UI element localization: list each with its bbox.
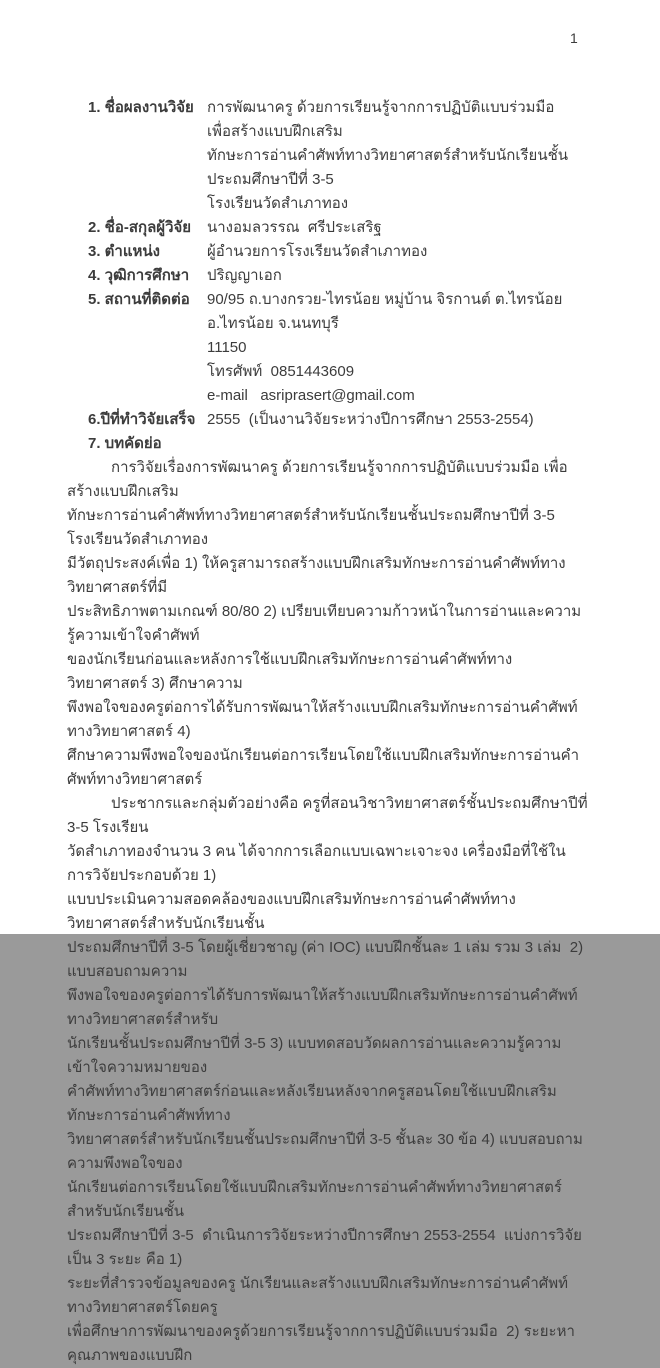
field-value-line: ผู้อำนวยการโรงเรียนวัดสำเภาทอง [207,243,428,260]
abstract-paragraph [67,792,592,1368]
paragraph-line: วิทยาศาสตร์สำหรับนักเรียนชั้นประถมศึกษาปีที่ 3-5 ชั้นละ 30 ข้อ 4) แบบสอบถามความพึงพอใจของ [67,1131,583,1172]
field-value-line: โรงเรียนวัดสำเภาทอง [207,195,349,212]
paragraph-line: พึงพอใจของครูต่อการได้รับการพัฒนาให้สร้างแบบฝึกเสริมทักษะการอ่านคำศัพท์ทางวิทยาศาสตร์ 4) [67,699,578,740]
paragraph-line: มีวัตถุประสงค์เพื่อ 1) ให้ครูสามารถสร้างแบบฝึกเสริมทักษะการอ่านคำศัพท์ทางวิทยาศาสตร์ที่มี [67,555,566,596]
paragraph-line: คำศัพท์ทางวิทยาศาสตร์ก่อนและหลังเรียนหลังจากครูสอนโดยใช้แบบฝึกเสริมทักษะการอ่านคำศัพท์ทาง [67,1083,557,1124]
field-value [207,216,582,240]
paragraph-line: ระยะที่สำรวจข้อมูลของครู นักเรียนและสร้างแบบฝึกเสริมทักษะการอ่านคำศัพท์ทางวิทยาศาสตร์โดยครู [67,1275,569,1316]
field-value [207,240,582,264]
field-value-line: ทักษะการอ่านคำศัพท์ทางวิทยาศาสตร์สำหรับนักเรียนชั้นประถมศึกษาปีที่ 3-5 [207,147,569,188]
paragraph-line: ประถมศึกษาปีที่ 3-5 ดำเนินการวิจัยระหว่างปีการศึกษา 2553-2554 แบ่งการวิจัยเป็น 3 ระยะ คือ 1) [67,1227,582,1268]
paragraph-line: วัดสำเภาทองจำนวน 3 คน ได้จากการเลือกแบบเฉพาะเจาะจง เครื่องมือที่ใช้ในการวิจัยประกอบด้วย 1) [67,843,566,884]
paragraph-line: แบบประเมินความสอดคล้องของแบบฝึกเสริมทักษะการอ่านคำศัพท์ทางวิทยาศาสตร์สำหรับนักเรียนชั้น [67,891,516,932]
page-number: 1 [570,30,578,46]
paragraph-line: ประสิทธิภาพตามเกณฑ์ 80/80 2) เปรียบเทียบความก้าวหน้าในการอ่านและความรู้ความเข้าใจคำศัพท์ [67,603,582,644]
field-label: 1. ชื่อผลงานวิจัย [88,99,194,116]
page-content [0,96,660,1368]
paragraph-line: นักเรียนต่อการเรียนโดยใช้แบบฝึกเสริมทักษะการอ่านคำศัพท์ทางวิทยาศาสตร์สำหรับนักเรียนชั้น [67,1179,562,1220]
abstract-paragraph [67,456,588,792]
field-label: 6.ปีที่ทำวิจัยเสร็จ [88,411,196,428]
paragraph-line: พึงพอใจของครูต่อการได้รับการพัฒนาให้สร้างแบบฝึกเสริมทักษะการอ่านคำศัพท์ทางวิทยาศาสตร์สำหรับ [67,987,578,1028]
field-label: 5. สถานที่ติดต่อ [88,291,190,308]
field-value-line: ปริญญาเอก [207,267,282,284]
field-row [88,264,582,288]
field-value [207,264,582,288]
research-info-fields [88,96,582,456]
field-value-line: 11150 [207,339,247,356]
field-label: 3. ตำแหน่ง [88,243,160,260]
field-value [207,96,582,216]
field-value-line: นางอมลวรรณ ศรีประเสริฐ [207,219,382,236]
field-value-line: 90/95 ถ.บางกรวย-ไทรน้อย หมู่บ้าน จิรกานต์ ต.ไทรน้อย อ.ไทรน้อย จ.นนทบุรี [207,291,567,332]
field-value-line: 2555 (เป็นงานวิจัยระหว่างปีการศึกษา 2553-2554) [207,411,534,428]
field-row [88,96,582,216]
field-row [88,408,582,432]
field-row [88,216,582,240]
paragraph-line: การวิจัยเรื่องการพัฒนาครู ด้วยการเรียนรู้จากการปฏิบัติแบบร่วมมือ เพื่อสร้างแบบฝึกเสริม [67,459,568,500]
field-label: 2. ชื่อ-สกุลผู้วิจัย [88,219,192,236]
field-value-line: e-mail asriprasert@gmail.com [207,387,415,404]
field-value [207,288,582,408]
field-row [88,240,582,264]
field-row [88,432,582,456]
paragraph-line: ศึกษาความพึงพอใจของนักเรียนต่อการเรียนโดยใช้แบบฝึกเสริมทักษะการอ่านคำศัพท์ทางวิทยาศาสตร์ [67,747,580,788]
field-label: 4. วุฒิการศึกษา [88,267,190,284]
field-label: 7. บทคัดย่อ [88,435,162,452]
paragraph-line: ประชากรและกลุ่มตัวอย่างคือ ครูที่สอนวิชาวิทยาศาสตร์ชั้นประถมศึกษาปีที่ 3-5 โรงเรียน [67,795,592,836]
abstract-body [67,456,592,1368]
paragraph-line: นักเรียนชั้นประถมศึกษาปีที่ 3-5 3) แบบทดสอบวัดผลการอ่านและความรู้ความเข้าใจความหมายของ [67,1035,562,1076]
field-value [207,408,582,432]
paragraph-line: ประถมศึกษาปีที่ 3-5 โดยผู้เชี่ยวชาญ (ค่า IOC) แบบฝึกชั้นละ 1 เล่ม รวม 3 เล่ม 2) แบบสอบถามความ [67,939,588,980]
field-value-line: โทรศัพท์ 0851443609 [207,363,355,380]
paragraph-line: ของนักเรียนก่อนและหลังการใช้แบบฝึกเสริมทักษะการอ่านคำศัพท์ทางวิทยาศาสตร์ 3) ศึกษาความ [67,651,513,692]
paragraph-line: เพื่อศึกษาการพัฒนาของครูด้วยการเรียนรู้จากการปฏิบัติแบบร่วมมือ 2) ระยะหาคุณภาพของแบบฝึก [67,1323,575,1364]
field-row [88,288,582,408]
field-value-line: การพัฒนาครู ด้วยการเรียนรู้จากการปฏิบัติแบบร่วมมือ เพื่อสร้างแบบฝึกเสริม [207,99,559,140]
paragraph-line: ทักษะการอ่านคำศัพท์ทางวิทยาศาสตร์สำหรับนักเรียนชั้นประถมศึกษาปีที่ 3-5 โรงเรียนวัดสำเภาทอง [67,507,559,548]
